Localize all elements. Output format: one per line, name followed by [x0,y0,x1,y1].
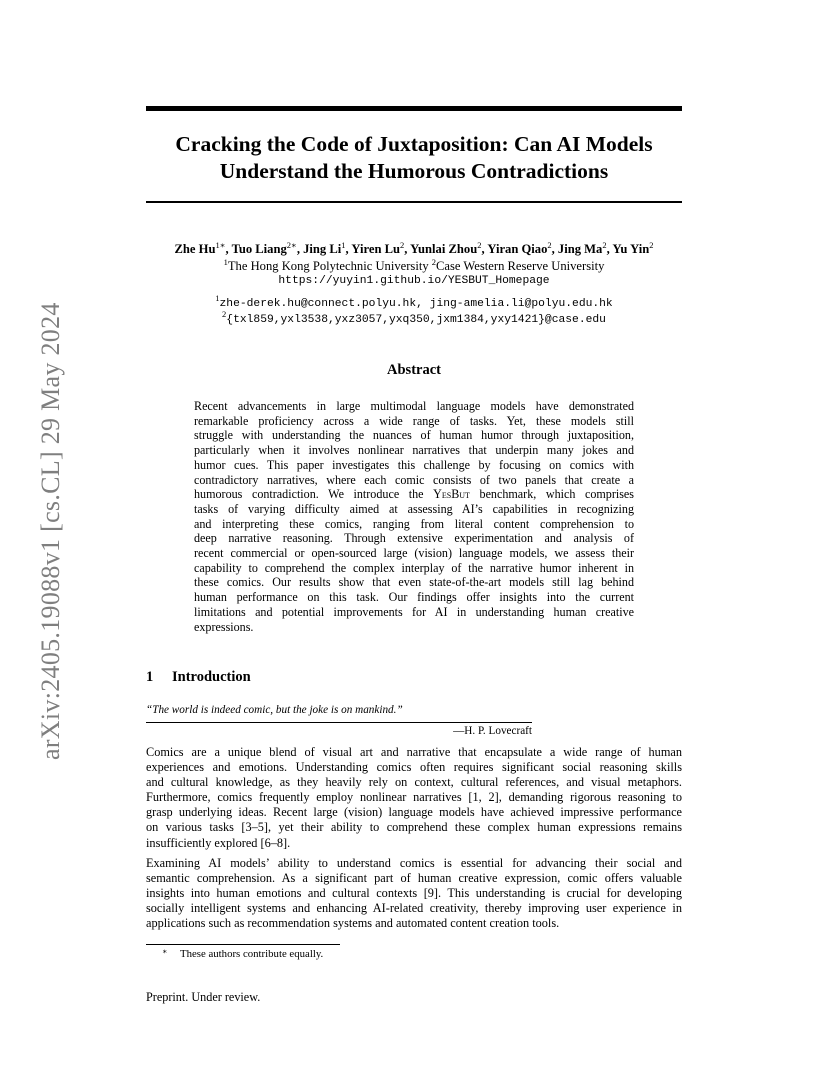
abstract-line: capability to comprehend the complex interplay of the narrative humor inherent in [194,560,634,575]
page-footer: Preprint. Under review. [146,990,261,1004]
footnote-mark: ∗ [162,947,168,956]
author-affil-mark: 1 [341,240,346,250]
author-affil-mark: 2 [547,240,552,250]
author-name: Jing Ma [557,242,603,257]
paragraph-line: applications such as recommendation systems and automated content creation tools. [146,916,560,931]
author-affil-mark: 2 [400,240,405,250]
author-affil-mark: 2 [602,240,607,250]
affiliation-2: Case Western Reserve University [436,259,605,274]
paragraph-line: experiences and emotions. Understanding comics often requires significant social reasoning skills [146,760,682,775]
author-name: Tuo Liang [231,242,287,257]
paragraph-line: semantic comprehension. As a significant part of human creative expression, comic offers valuable [146,871,682,886]
author-name: Yiren Lu [351,242,401,257]
email-line-1: $^1$zhe-derek.hu@connect.polyu.hk, jing-amelia.li@polyu.edu.hk [215,293,613,310]
title-line-1: Cracking the Code of Juxtaposition: Can AI Models [175,132,653,156]
paragraph-line: Furthermore, comics frequently employ nonlinear narratives [1, 2], demanding rigorous reasoning to [146,790,682,805]
email-line-2: $^2${txl859,yxl3538,yxz3057,yxq350,jxm1384,yxy1421}@case.edu [222,309,606,326]
paragraph-line: and cultural knowledge, as they heavily rely on context, cultural references, and visual metaphors. [146,775,682,790]
abstract-line: tasks of varying difficulty aimed at assessing AI’s capabilities in recognizing [194,501,634,516]
abstract-line: humor cues. This paper investigates this challenge by focusing on comics with [194,457,634,472]
title-top-rule [146,106,682,111]
paragraph-line: grasp underlying ideas. Recent large (vision) language models have achieved impressive performance [146,805,682,820]
author-affil-mark: 2 [649,240,654,250]
abstract-line: and interpreting these comics, ranging from literal content comprehension to [194,516,634,531]
abstract-line: contradictory narratives, where each comic consists of two panels that create a [194,472,634,487]
abstract-heading: Abstract [387,362,441,378]
section-title: Introduction [172,669,251,685]
author-affil-mark: 1∗ [215,240,226,250]
paragraph-line: Comics are a unique blend of visual art and narrative that encapsulate a wide range of human [146,745,682,759]
paragraph-line: Examining AI models’ ability to understand comics is essential for advancing their social and [146,856,682,870]
author-name: Yunlai Zhou [410,242,478,257]
benchmark-name: YesBut [433,487,470,502]
abstract-line: Recent advancements in large multimodal language models have demonstrated [194,399,634,413]
paragraph-line: insights into human emotions and cultural contexts [9]. This understanding is crucial for developing [146,886,682,901]
footnote-text: These authors contribute equally. [180,948,324,960]
project-homepage-link[interactable]: https://yuyin1.github.io/YESBUT_Homepage [278,275,550,287]
author-affil-mark: 2∗ [286,240,297,250]
affiliations: $^1$The Hong Kong Polytechnic University $^2$Case Western Reserve University [223,257,605,274]
abstract-line: recent commercial or open-sourced large (vision) language models, we assess their [194,546,634,561]
abstract-line: particularly when it involves nonlinear narratives that underpin many jokes and [194,443,634,458]
author-affil-mark: 2 [477,240,482,250]
paragraph-line: on various tasks [3–5], yet their ability to comprehend these complex human expressions remains [146,820,682,835]
abstract-line: humorous contradiction. We introduce the YesBut benchmark, which comprises [194,487,635,502]
affiliation-1: The Hong Kong Polytechnic University [227,259,429,274]
title-line-2: Understand the Humorous Contradictions [219,159,609,183]
author-name: Jing Li [303,242,342,257]
abstract-line: remarkable proficiency across a wide range of tasks. Yet, these models still [194,413,634,428]
abstract-line: these comics. Our results show that even state-of-the-art models still lag behind [194,575,634,590]
epigraph-quote: “The world is indeed comic, but the joke is on mankind.” [146,704,403,716]
paragraph-line: socially intelligent systems and enhancing AI-related creativity, thereby improving user experience in [146,901,682,916]
abstract-line: human performance on this task. Our findings offer insights into the current [194,590,634,605]
abstract-line: expressions. [194,619,254,634]
abstract-line: deep narrative reasoning. Through extensive experimentation and analysis of [194,531,634,546]
arxiv-identifier-stamp: arXiv:2405.19088v1 [cs.CL] 29 May 2024 [36,302,65,760]
intro-paragraph-1 [146,745,682,851]
footnote [162,947,323,960]
author-name: Yiran Qiao [487,242,548,257]
author-name: Zhe Hu [174,242,216,257]
section-number: 1 [146,669,154,685]
epigraph-rule [146,722,532,723]
footnote-rule [146,944,340,945]
epigraph-attribution: —H. P. Lovecraft [453,725,532,737]
section-heading [146,669,251,686]
abstract-line: struggle with understanding the nuances of human humor through juxtaposition, [194,428,634,443]
title-bottom-rule [146,201,682,203]
abstract-body [194,399,634,634]
paper-title [146,131,682,185]
paragraph-line: insufficiently explored [6–8]. [146,835,291,850]
author-name: Yu Yin [612,242,650,257]
author-list: Zhe $Hu^{1∗}$, Tuo Liang$^{2∗}$, Jing Li$^1$, Yiren Lu$^2$, Yunlai Zhou$^2$, Yiran Qiao$^2$, Jing Ma$^2$, Yu Yin$^2$ [174,240,654,257]
abstract-line: limitations and potential improvements for AI in understanding human creative [194,604,634,619]
intro-paragraph-2 [146,856,682,931]
